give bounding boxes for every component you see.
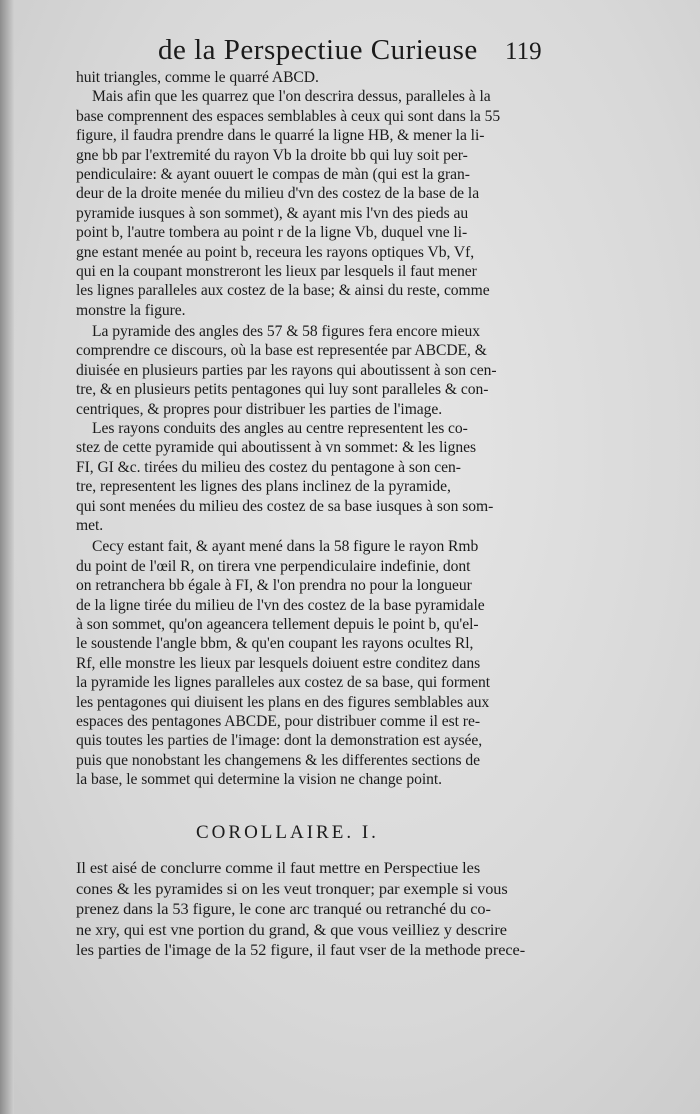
text-line: cones & les pyramides si on les veut tronquer; par exemple si vous [76, 878, 508, 898]
text-line: espaces des pentagones ABCDE, pour distribuer comme il est re- [76, 712, 480, 730]
text-line: gne estant menée au point b, receura les rayons optiques Vb, Vf, [76, 243, 475, 261]
text-line: comprendre ce discours, où la base est representée par ABCDE, & [76, 342, 487, 360]
text-line: pendiculaire: & ayant ouuert le compas de màn (qui est la gran- [76, 165, 470, 183]
text-line: diuisée en plusieurs parties par les rayons qui aboutissent à son cen- [76, 361, 497, 379]
text-line: tre, representent les lignes des plans inclinez de la pyramide, [76, 478, 451, 496]
text-line: figure, il faudra prendre dans le quarré la ligne HB, & mener la li- [76, 127, 485, 145]
text-line: de la ligne tirée du milieu de l'vn des costez de la base pyramidale [76, 596, 485, 614]
text-line: Les rayons conduits des angles au centre representent les co- [92, 420, 468, 438]
text-line: base comprennent des espaces semblables à ceux qui sont dans la 55 [76, 107, 501, 125]
text-line: on retranchera bb égale à FI, & l'on prendra no pour la longueur [76, 577, 472, 595]
text-line: Mais afin que les quarrez que l'on descrira dessus, paralleles à la [92, 88, 491, 106]
corollary-text [76, 858, 528, 961]
page-gutter-shadow [0, 0, 14, 1114]
body-text [76, 68, 516, 789]
page-number: 119 [505, 38, 542, 65]
text-line: tre, & en plusieurs petits pentagones qui luy sont paralleles & con- [76, 381, 489, 399]
text-line: monstre la figure. [76, 301, 186, 319]
text-line: huit triangles, comme le quarré ABCD. [76, 69, 319, 86]
text-line: met. [76, 516, 104, 534]
text-line: La pyramide des angles des 57 & 58 figures fera encore mieux [92, 323, 481, 341]
text-line: stez de cette pyramide qui aboutissent à vn sommet: & les lignes [76, 439, 476, 457]
text-line: qui en la coupant monstreront les lieux par lesquels il faut mener [76, 262, 477, 280]
text-line: Rf, elle monstre les lieux par lesquels doiuent estre conditez dans [76, 654, 481, 672]
text-line: du point de l'œil R, on tirera vne perpendiculaire indefinie, dont [76, 557, 471, 575]
text-line: Cecy estant fait, & ayant mené dans la 58 figure le rayon Rmb [92, 538, 479, 556]
text-line: le soustende l'angle bbm, & qu'en coupant les rayons ocultes Rl, [76, 635, 474, 653]
text-line: quis toutes les parties de l'image: dont la demonstration est aysée, [76, 732, 483, 750]
text-line: gne bb par l'extremité du rayon Vb la droite bb qui luy soit per- [76, 146, 468, 164]
text-line: puis que nonobstant les changemens & les differentes sections de [76, 751, 481, 769]
text-line: centriques, & propres pour distribuer les parties de l'image. [76, 400, 443, 418]
text-line: deur de la droite menée du milieu d'vn des costez de la base de la [76, 185, 480, 203]
text-line: à son sommet, qu'on ageancera tellement depuis le point b, qu'el- [76, 615, 479, 633]
text-line: qui sont menées du milieu des costez de sa base iusques à son som- [76, 497, 494, 515]
text-line: FI, GI &c. tirées du milieu des costez du pentagone à son cen- [76, 458, 461, 476]
text-line: point b, l'autre tombera au point r de la ligne Vb, duquel vne li- [76, 224, 468, 242]
text-line: les lignes paralleles aux costez de la base; & ainsi du reste, comme [76, 282, 490, 300]
text-line: prenez dans la 53 figure, le cone arc tranqué ou retranché du co- [76, 899, 491, 919]
text-line: les pentagones qui diuisent les plans en des figures semblables aux [76, 693, 490, 711]
section-heading: COROLLAIRE. I. [196, 822, 379, 843]
text-line: la base, le sommet qui determine la vision ne change point. [76, 771, 443, 789]
running-title: de la Perspectiue Curieuse [158, 34, 478, 66]
text-line: la pyramide les lignes paralleles aux costez de sa base, qui forment [76, 674, 491, 692]
text-line: les parties de l'image de la 52 figure, il faut vser de la methode prece- [76, 940, 526, 960]
text-line: pyramide iusques à son sommet), & ayant mis l'vn des pieds au [76, 204, 469, 222]
text-line: ne xry, qui est vne portion du grand, & que vous veilliez y descrire [76, 919, 507, 939]
text-line: Il est aisé de conclurre comme il faut mettre en Perspectiue les [76, 858, 481, 877]
